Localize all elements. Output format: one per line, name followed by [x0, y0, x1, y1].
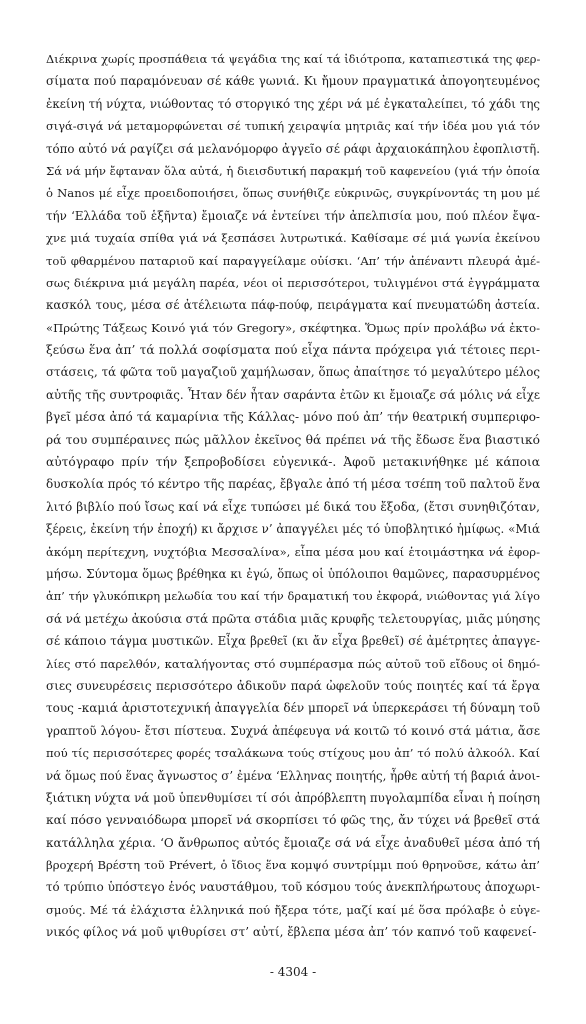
- text-line: ἐκείνη τή νύχτα, νιώθοντας τό στοργικό της χέρι νά μέ ἐγκαταλείπει, τό χάδι της: [46, 96, 540, 111]
- text-line: τήν ‘Ελλάδα τοῦ ἑξῆντα) ἔμοιαζε νά ἐντείνει τήν ἀπελπισία μου, πού πλέον ἔψα-: [46, 208, 540, 223]
- text-line: «Πρώτης Τάξεως Κοινό γιά τόν Gregory», σκέφτηκα. Ὅμως πρίν προλάβω νά ἐκτο-: [46, 320, 540, 335]
- text-line: σά νά μετέχω ἀκούσια στά πρῶτα στάδια μιᾶς κρυφῆς τελετουργίας, μιᾶς μύησης: [46, 611, 540, 626]
- text-line: γραπτοῦ λόγου- ἔτσι πίστευα. Συχνά ἀπέφευγα νά κοιτῶ τό κοινό στά μάτια, ἄσε: [46, 723, 540, 738]
- text-line: χνε μιά τυχαία σπίθα γιά νά ξεσπάσει λυτρωτικά. Καθίσαμε σέ μιά γωνία ἐκείνου: [46, 231, 540, 246]
- text-line: δυσκολία πρός τό κέντρο τῆς παρέας, ἔβγαλε ἀπό τή μέσα τσέπη τοῦ παλτοῦ ἕνα: [46, 477, 540, 492]
- text-line: ὁ Nanos μέ εἶχε προειδοποιήσει, ὅπως συνήθιζε εὐκρινῶς, συγκρίνοντάς τη μου μέ: [46, 186, 540, 201]
- text-line: τό τρύπιο ὑπόστεγο ἑνός ναυστάθμου, τοῦ κόσμου τούς ἀνεκπλήρωτους ἀποχωρι-: [46, 880, 540, 895]
- text-line: σίματα πού παραμόνευαν σέ κάθε γωνιά. Κι ἤμουν πραγματικά ἀπογοητευμένος: [46, 74, 540, 89]
- text-line: σιες συνευρέσεις περισσότερο ἀδικοῦν παρά ὠφελοῦν τούς ποιητές καί τά ἔργα: [46, 678, 540, 693]
- text-line: καί πόσο γενναιόδωρα μπορεῖ νά σκορπίσει τό φῶς της, ἄν τύχει νά βρεθεῖ στά: [46, 813, 540, 828]
- text-line: ρά του συμπέραινες πώς μᾶλλον ἐκεῖνος θά πρέπει νά τῆς ἔδωσε ἕνα βιαστικό: [46, 432, 540, 447]
- text-line: βροχερή Βρέστη τοῦ Prévert, ὁ ἴδιος ἕνα κομψό συντρίμμι πού θρηνοῦσε, κάτω ἀπ’: [46, 858, 540, 873]
- text-line: Σά νά μήν ἔφταναν ὅλα αὐτά, ἡ διεισδυτική παρακμή τοῦ καφενείου (γιά τήν ὁποία: [46, 163, 540, 178]
- page-number: - 4304 -: [269, 965, 317, 979]
- text-line: μήσω. Σύντομα ὅμως βρέθηκα κι ἐγώ, ὅπως οἱ ὑπόλοιποι θαμῶνες, παρασυρμένος: [46, 566, 540, 581]
- text-line: ξιάτικη νύχτα νά μοῦ ὑπενθυμίσει τί σόι ἀπρόβλεπτη πυγολαμπίδα εἶναι ἡ ποίηση: [46, 790, 540, 805]
- text-line: στάσεις, τά φῶτα τοῦ μαγαζιοῦ χαμήλωσαν, ὅπως ἀπαίτησε τό μεγαλύτερο μέλος: [46, 365, 540, 380]
- text-line: ἀκόμη περίτεχνη, νυχτόβια Μεσσαλίνα», εἶπα μέσα μου καί ἑτοιμάστηκα νά ἐφορ-: [46, 544, 540, 559]
- text-line: νά ὅμως πού ἕνας ἄγνωστος σ’ ἐμένα ‘Ελληνας ποιητής, ἦρθε αὐτή τή βαριά ἀνοι-: [46, 768, 540, 783]
- text-line: τόπο αὐτό νά ραγίζει σά μελανόμορφο ἀγγεῖο σέ ράφι ἀρχαιοκάπηλου ἐφοπλιστῆ.: [46, 141, 540, 156]
- body-text: [46, 48, 540, 944]
- text-line: σιγά-σιγά νά μεταμορφώνεται σέ τυπική χειραψία μητριᾶς καί τήν ἰδέα μου γιά τόν: [46, 119, 540, 134]
- text-line: νικός φίλος νά μοῦ ψιθυρίσει στ’ αὐτί, ἔβλεπα μέσα ἀπ’ τόν καπνό τοῦ καφενεί-: [46, 925, 537, 940]
- text-line: βγεῖ μέσα ἀπό τά καμαρίνια τῆς Κάλλας- μόνο πού ἀπ’ τήν θεατρική συμπεριφο-: [46, 410, 540, 425]
- text-line: κατάλληλα χέρια. ‘Ο ἄνθρωπος αὐτός ἔμοιαζε σά νά εἶχε ἀναδυθεῖ μέσα ἀπό τή: [46, 835, 540, 850]
- text-line: Διέκρινα χωρίς προσπάθεια τά ψεγάδια της καί τά ἰδιότροπα, καταπιεστικά της φερ-: [46, 52, 540, 66]
- text-line: πού τίς περισσότερες φορές τσαλάκωνα τούς στίχους μου ἀπ’ τό πολύ ἀλκοόλ. Καί: [46, 746, 540, 761]
- text-line: αὐτόγραφο πρίν τήν ξεπροβοδίσει εὐγενικά-. Ἀφοῦ μετακινήθηκε μέ κάποια: [46, 455, 540, 470]
- text-line: σως διέκρινα μιά μεγάλη παρέα, νέοι οἱ περισσότεροι, τυλιγμένοι στά ἐγγράμματα: [46, 275, 540, 290]
- text-line: τους -καμιά ἀριστοτεχνική ἀπαγγελία δέν μπορεῖ νά ὑπερκεράσει τή δύναμη τοῦ: [46, 701, 540, 716]
- text-line: λίες στό παρελθόν, καταλήγοντας στό συμπέρασμα πώς αὐτοῦ τοῦ εἴδους οἱ δημό-: [46, 656, 540, 671]
- text-line: αὐτῆς τῆς συντροφιᾶς. Ἦταν δέν ἦταν σαράντα ἐτῶν κι ἔμοιαζε σά μόλις νά εἶχε: [46, 387, 540, 402]
- text-line: ξέρεις, ἐκείνη τήν ἐποχή) κι ἄρχισε ν’ ἀπαγγέλει μές τό ὑποβλητικό ἠμίφως. «Μιά: [46, 522, 540, 537]
- text-line: ξεύσω ἕνα ἀπ’ τά πολλά σοφίσματα πού εἶχα πάντα πρόχειρα γιά τέτοιες περι-: [46, 343, 540, 358]
- text-line: σμούς. Μέ τά ἐλάχιστα ἑλληνικά πού ἤξερα τότε, μαζί καί μέ ὅσα πρόλαβε ὁ εὐγε-: [46, 902, 540, 917]
- text-line: ἀπ’ τήν γλυκόπικρη μελωδία του καί τήν δραματική του ἐκφορά, νιώθοντας γιά λίγο: [46, 589, 540, 604]
- text-line: σέ κάποιο τάγμα μυστικῶν. Εἶχα βρεθεῖ (κι ἄν εἶχα βρεθεῖ) σέ ἀμέτρητες ἀπαγγε-: [46, 634, 540, 649]
- text-line: κασκόλ τους, μέσα σέ ἀτέλειωτα πάφ-πούφ, πειράγματα καί πνευματώδη ἀστεία.: [46, 298, 540, 313]
- text-line: λιτό βιβλίο πού ἴσως καί νά εἶχε τυπώσει μέ δικά του ἔξοδα, (ἔτσι συνηθιζόταν,: [46, 499, 540, 514]
- text-line: τοῦ φθαρμένου παταριοῦ καί παραγγείλαμε οὐίσκι. ‘Απ’ τήν ἀπέναντι πλευρά ἀμέ-: [46, 253, 540, 268]
